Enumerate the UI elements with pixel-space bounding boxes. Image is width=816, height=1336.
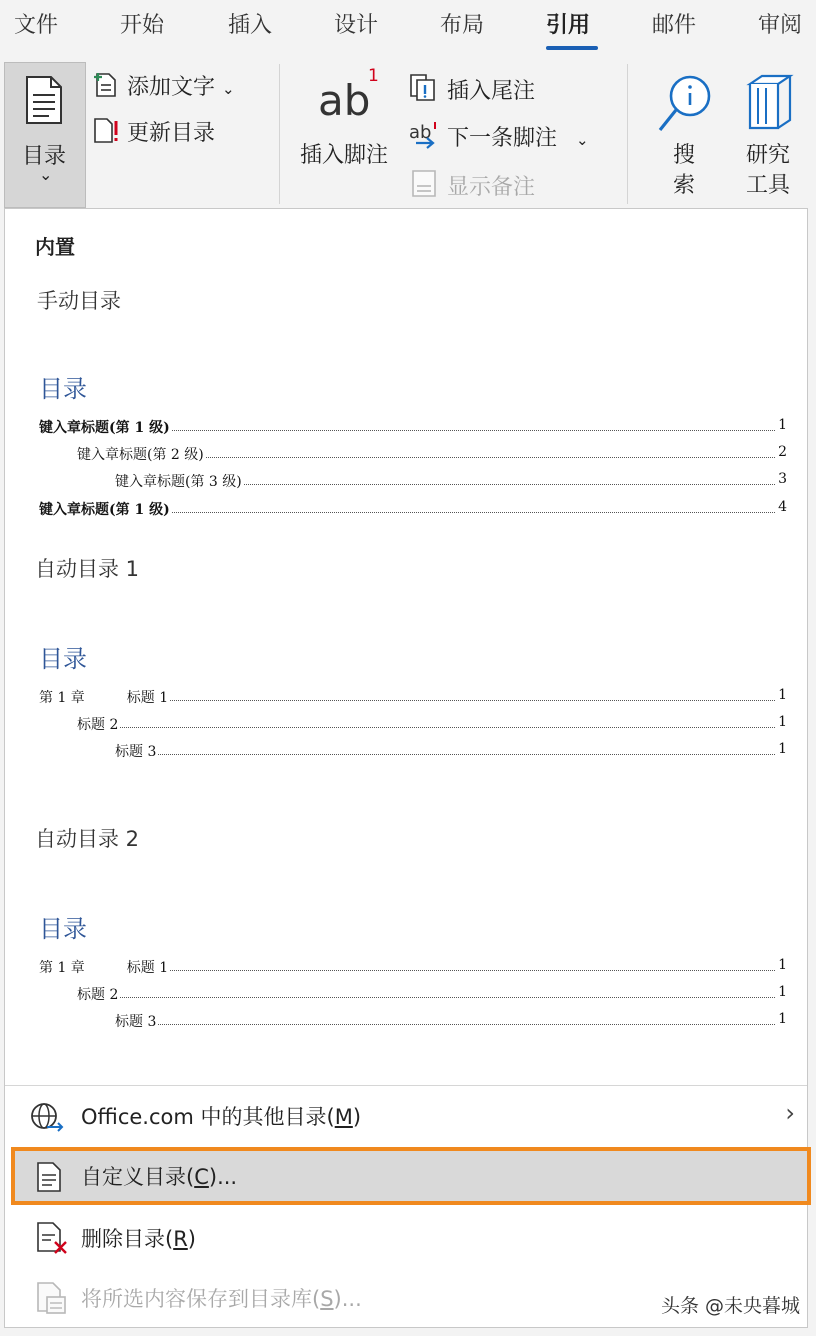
- footnote-icon: ab: [318, 76, 371, 125]
- chevron-down-icon: ⌄: [576, 131, 589, 149]
- globe-icon: [29, 1101, 65, 1133]
- save-selection-to-gallery-menu-item[interactable]: 将所选内容保存到目录库(S)...: [13, 1271, 809, 1325]
- group-separator: [627, 64, 628, 204]
- chevron-down-icon: ⌄: [39, 165, 53, 184]
- menu-divider: [5, 1085, 807, 1086]
- watermark: 头条 @未央暮城: [660, 1295, 800, 1317]
- gallery-item-auto-toc-2[interactable]: [5, 809, 807, 1069]
- toc-preview-heading: 目录: [39, 915, 87, 943]
- toc-dropdown: [4, 208, 808, 1328]
- toc-document-icon: [24, 75, 64, 125]
- books-icon: [744, 72, 796, 134]
- insert-footnote-label: 插入脚注: [300, 143, 389, 168]
- toc-preview-line: 键入章标题(第 2 级) 2: [77, 444, 787, 463]
- tab-mailings[interactable]: 邮件: [652, 13, 697, 38]
- gallery-item-auto-toc-1[interactable]: [5, 539, 807, 799]
- chevron-right-icon: ›: [785, 1099, 795, 1127]
- toc-preview-line: 标题 2 1: [77, 714, 787, 733]
- office-more-toc-menu-item[interactable]: Office.com 中的其他目录(M) ›: [13, 1089, 809, 1143]
- add-text-button[interactable]: [92, 70, 235, 101]
- tab-layout[interactable]: 布局: [440, 13, 485, 38]
- toc-preview-line: 标题 2 1: [77, 984, 787, 1003]
- research-label-line2: 工具: [746, 173, 791, 198]
- insert-endnote-label: 插入尾注: [447, 79, 536, 104]
- group-separator: [279, 64, 280, 204]
- toc-button[interactable]: [4, 62, 86, 208]
- toc-preview-heading: 目录: [39, 645, 87, 673]
- toc-preview-heading: 目录: [39, 375, 87, 403]
- toc-preview-line: 标题 3 1: [115, 1011, 787, 1030]
- tab-review[interactable]: 审阅: [758, 13, 803, 38]
- show-notes-icon: [408, 168, 440, 198]
- footnote-superscript: 1: [368, 66, 379, 86]
- document-icon: [35, 1161, 63, 1193]
- toc-preview-line: 键入章标题(第 3 级) 3: [115, 471, 787, 490]
- tab-file[interactable]: 文件: [14, 13, 59, 38]
- add-text-icon: [92, 70, 120, 98]
- tab-references[interactable]: 引用: [546, 13, 591, 38]
- remove-toc-menu-item[interactable]: 删除目录(R): [13, 1211, 809, 1265]
- tab-home[interactable]: 开始: [120, 13, 165, 38]
- show-notes-label: 显示备注: [447, 175, 536, 200]
- research-label-line1: 研究: [746, 143, 791, 168]
- show-notes-button[interactable]: [408, 168, 535, 201]
- search-button[interactable]: [648, 66, 724, 204]
- research-tools-button[interactable]: [736, 66, 808, 204]
- delete-document-icon: [35, 1221, 69, 1255]
- svg-text:ab: ab: [409, 122, 432, 143]
- endnote-icon: [408, 72, 440, 102]
- search-icon: [654, 72, 716, 136]
- toc-preview-line: 键入章标题(第 1 级) 1: [39, 417, 787, 436]
- toc-preview-line: 第 1 章 标题 1 1: [39, 687, 787, 706]
- toc-preview-line: 第 1 章 标题 1 1: [39, 957, 787, 976]
- add-text-label: 添加文字: [127, 75, 216, 100]
- toc-button-label: 目录: [22, 144, 67, 169]
- search-label-line2: 索: [673, 173, 696, 198]
- toc-preview-line: 键入章标题(第 1 级) 4: [39, 499, 787, 518]
- custom-toc-menu-item[interactable]: 自定义目录(C)...: [13, 1149, 809, 1203]
- active-tab-indicator: [546, 46, 598, 50]
- gallery-title: 自动目录 1: [35, 557, 140, 581]
- ribbon-tab-bar: [0, 0, 816, 56]
- update-toc-icon: [92, 116, 120, 144]
- search-label-line1: 搜: [673, 143, 696, 168]
- next-footnote-button[interactable]: [408, 119, 589, 152]
- tab-design[interactable]: 设计: [334, 13, 379, 38]
- gallery-title: 手动目录: [37, 289, 121, 313]
- next-footnote-icon: [408, 119, 440, 149]
- ribbon: [0, 56, 816, 208]
- update-toc-button[interactable]: [92, 116, 215, 147]
- gallery-title: 自动目录 2: [35, 827, 140, 851]
- save-to-gallery-icon: [35, 1281, 69, 1315]
- next-footnote-label: 下一条脚注: [447, 126, 558, 151]
- update-toc-label: 更新目录: [127, 121, 216, 146]
- chevron-down-icon: ⌄: [222, 80, 235, 98]
- insert-endnote-button[interactable]: [408, 72, 535, 105]
- insert-footnote-button[interactable]: [292, 64, 402, 204]
- section-header-builtin: 内置: [35, 235, 75, 259]
- toc-preview-line: 标题 3 1: [115, 741, 787, 760]
- gallery-item-manual-toc[interactable]: [5, 269, 807, 529]
- tab-insert[interactable]: 插入: [228, 13, 273, 38]
